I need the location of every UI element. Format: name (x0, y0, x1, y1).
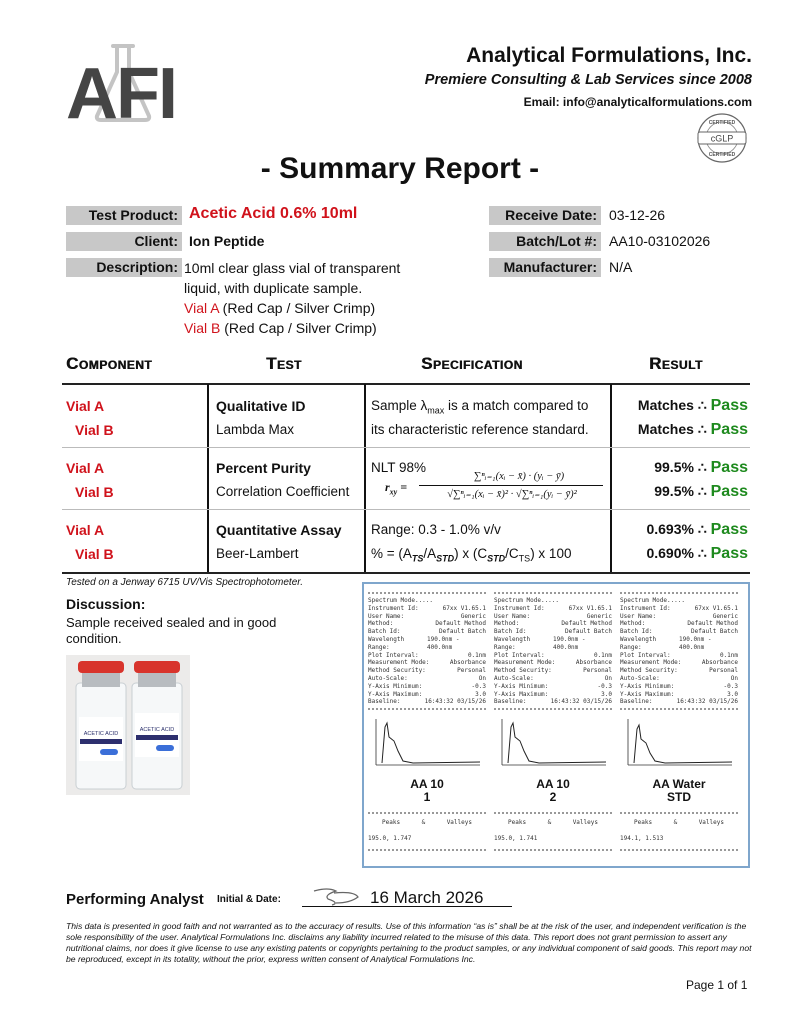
instrument-note: Tested on a Jenway 6715 UV/Vis Spectrophotometer. (66, 577, 303, 588)
svg-text:cGLP: cGLP (710, 133, 734, 144)
field-label: Baseline: (368, 698, 401, 706)
spectrum-field-row (620, 628, 738, 636)
spec-text: % = (A (371, 546, 412, 561)
peaks-header (494, 819, 612, 827)
test-product-label: Test Product: (66, 206, 182, 225)
subscript: TS (411, 553, 424, 564)
field-value: Absorbance (575, 659, 612, 667)
spectrum-field-row (494, 659, 612, 667)
manufacturer-value: N/A (609, 259, 633, 275)
field-value: On (478, 674, 486, 682)
spectra-printouts (362, 582, 750, 868)
subscript: TS (518, 553, 531, 564)
sample-name-line: AA Water (652, 776, 706, 791)
row2-spec-line1: NLT 98% (371, 460, 427, 475)
description-value (184, 258, 400, 338)
field-value: Absorbance (701, 659, 738, 667)
field-value: Default Method (687, 620, 738, 628)
vial-a-label: Vial A (184, 300, 219, 316)
initial-date-label: Initial & Date: (217, 894, 281, 905)
spectrum-field-row (494, 691, 612, 699)
amp: & (547, 818, 552, 826)
logo-text: AFI (66, 54, 176, 134)
spectrum-field-row (494, 667, 612, 675)
spec-text: /C (505, 546, 519, 561)
spectrum-field-row (620, 652, 738, 660)
field-value: Personal (583, 667, 612, 675)
spectrum-field-row (620, 691, 738, 699)
spectrum-field-row (368, 620, 486, 628)
field-value: 0.1nm (467, 651, 486, 659)
spectrum-field-row (368, 613, 486, 621)
pass-badge: Pass (710, 545, 748, 562)
row-divider (62, 509, 750, 510)
page-title: - Summary Report - (260, 152, 540, 185)
field-value: Default Method (561, 620, 612, 628)
batch-label: Batch/Lot #: (489, 232, 601, 251)
dotted-rule (368, 812, 486, 815)
field-label: Method Security: (494, 667, 552, 675)
row1-component-b: Vial B (75, 422, 114, 438)
field-label: Method Security: (620, 667, 678, 675)
row3-component-a: Vial A (66, 522, 105, 538)
absorbance-plot-2 (494, 713, 612, 775)
spectrum-field-row (620, 613, 738, 621)
field-value: 67xx V1.65.1 (442, 604, 486, 612)
dotted-rule (620, 812, 738, 815)
result-value: 99.5% ∴ (654, 483, 711, 499)
valleys-label: Valleys (698, 818, 724, 826)
vial-b-label: Vial B (184, 320, 221, 336)
pass-badge: Pass (710, 459, 748, 476)
column-header-result: Result (649, 354, 703, 373)
vial-b-desc: (Red Cap / Silver Crimp) (220, 320, 377, 336)
sample-name-line: 1 (423, 789, 431, 804)
row3-result-a (646, 521, 748, 539)
column-divider (364, 384, 366, 573)
spectrum-printout-2 (494, 590, 612, 854)
field-label: Baseline: (494, 698, 527, 706)
peak-value-1: 195.0, 1.747 (368, 834, 412, 842)
field-label: Spectrum Mode..... (368, 597, 434, 604)
field-value: 16:43:32 03/15/26 (424, 698, 486, 706)
field-value: 0.1nm (719, 651, 738, 659)
pass-badge: Pass (710, 397, 748, 414)
spectrum-field-row (494, 628, 612, 636)
spectrum-fields (368, 597, 486, 706)
table-top-rule (62, 383, 750, 385)
dotted-rule (620, 592, 738, 595)
dotted-rule (620, 708, 738, 711)
dotted-rule (494, 849, 612, 852)
spectrum-field-row (620, 683, 738, 691)
field-value: Default Batch (439, 628, 486, 636)
spec-text: ) x (C (454, 546, 488, 561)
spectrum-field-row (620, 659, 738, 667)
field-label: Baseline: (620, 698, 653, 706)
field-label: Instrument Id: (494, 604, 545, 612)
peak-value-2: 195.0, 1.741 (494, 834, 538, 842)
spectrum-field-row (368, 659, 486, 667)
row1-spec-line1 (371, 398, 588, 416)
field-value: 3.0 (475, 690, 486, 698)
svg-text:ACETIC ACID: ACETIC ACID (139, 727, 175, 733)
receive-date-value: 03-12-26 (609, 207, 666, 223)
spectrum-field-row (620, 636, 738, 652)
field-value: -0.3 (597, 682, 612, 690)
absorbance-plot-1 (368, 713, 486, 775)
field-value: Personal (709, 667, 738, 675)
row2-test: Percent Purity (216, 460, 311, 476)
field-value: Absorbance (449, 659, 486, 667)
spectrum-field-row (368, 691, 486, 699)
field-label: User Name: (620, 612, 657, 620)
pass-badge: Pass (710, 521, 748, 538)
vials-image (66, 655, 190, 795)
svg-text:ACETIC ACID: ACETIC ACID (83, 731, 119, 737)
peak-value-3: 194.1, 1.513 (620, 834, 664, 842)
vial-a-desc: (Red Cap / Silver Crimp) (218, 300, 376, 316)
field-label: Y-Axis Maximum: (620, 690, 675, 698)
subscript: STD (436, 553, 455, 564)
peaks-header (368, 819, 486, 827)
spec-text: Sample λ (371, 398, 428, 413)
field-value: On (730, 674, 738, 682)
field-value: On (604, 674, 612, 682)
field-value: 0.1nm (593, 651, 612, 659)
row3-result-b (646, 545, 748, 563)
row1-test: Qualitative ID (216, 398, 306, 414)
column-header-test: Test (266, 354, 302, 373)
spectrum-field-row (368, 667, 486, 675)
spectrum-printout-3 (620, 590, 738, 854)
spectrum-field-row (494, 613, 612, 621)
spectrum-field-row (620, 667, 738, 675)
spec-text: is a match compared to (444, 398, 589, 413)
field-label: Instrument Id: (368, 604, 419, 612)
company-tagline: Premiere Consulting & Lab Services since 2008 (424, 72, 752, 88)
spectrum-field-row (494, 683, 612, 691)
field-value: 67xx V1.65.1 (568, 604, 612, 612)
field-label: Wavelength Range: (620, 635, 657, 651)
formula-lhs: $r_{xy}$ = (385, 480, 408, 497)
spectrum-field-row (494, 605, 612, 613)
page-number: Page 1 of 1 (686, 978, 748, 992)
sample-name-line: AA 10 (410, 776, 444, 791)
valleys-label: Valleys (446, 818, 472, 826)
spectrum-field-row (368, 628, 486, 636)
spectrum-field-row (494, 597, 612, 605)
spectrum-fields (494, 597, 612, 706)
formula-r: r (385, 480, 390, 494)
fraction-bar (419, 485, 603, 486)
field-value: 16:43:32 03/15/26 (550, 698, 612, 706)
company-email: Email: info@analyticalformulations.com (523, 95, 752, 109)
row1-spec-line2: its characteristic reference standard. (371, 422, 589, 437)
formula-denominator: √∑ⁿᵢ₌₁(xᵢ − x̄)² · √∑ⁿᵢ₌₁(yᵢ − ȳ)² (447, 489, 577, 500)
manufacturer-label: Manufacturer: (489, 258, 601, 277)
spectrum-field-row (494, 636, 612, 652)
spectrum-field-row (368, 698, 486, 706)
legal-disclaimer: This data is presented in good faith and not warranted as to the accuracy of results. Use of this information “as is” shall be at the risk of the user, and independent verification is the sole responsibility of the user. Analytical Formulations Inc. disclaims any liability incurred related to the misuse of this data. This report does not grant permission to assert any nutritional claims, nor does it give license to use any existing patents or copyrights pertaining to the product samples, or any individual component of said goods. This report may not be reproduced, except in its totality, without the prior, express written consent of Analytical Formulations Inc. (66, 921, 752, 964)
row1-method: Lambda Max (216, 422, 295, 437)
spectrum-field-row (368, 683, 486, 691)
spectrum-field-row (368, 605, 486, 613)
field-label: Instrument Id: (620, 604, 671, 612)
svg-text:CERTIFIED: CERTIFIED (708, 120, 736, 126)
amp: & (421, 818, 426, 826)
field-value: Generic (712, 612, 738, 620)
field-value: Default Method (435, 620, 486, 628)
dotted-rule (368, 592, 486, 595)
dotted-rule (620, 849, 738, 852)
dotted-rule (494, 592, 612, 595)
peaks-header (620, 819, 738, 827)
description-line-1: 10ml clear glass vial of transparent (184, 260, 401, 276)
field-value: Default Batch (565, 628, 612, 636)
dotted-rule (494, 708, 612, 711)
sample-name-line: STD (667, 789, 691, 804)
field-label: Method Security: (368, 667, 426, 675)
field-value: 16:43:32 03/15/26 (676, 698, 738, 706)
field-label: Batch Id: (368, 628, 401, 636)
column-header-specification: Specification (421, 354, 523, 373)
spectrum-fields (620, 597, 738, 706)
analyst-initials-signature (310, 885, 362, 907)
peaks-label: Peaks (508, 818, 527, 826)
svg-text:CERTIFIED: CERTIFIED (708, 152, 736, 158)
row3-spec-line2 (371, 546, 571, 564)
sample-name-1 (368, 778, 486, 804)
performing-analyst-label: Performing Analyst (66, 891, 204, 908)
field-value: 3.0 (601, 690, 612, 698)
receive-date-label: Receive Date: (489, 206, 601, 225)
pass-badge: Pass (710, 483, 748, 500)
field-label: Y-Axis Maximum: (494, 690, 549, 698)
field-value: 190.0nm - 400.0nm (427, 635, 460, 651)
field-value: Generic (460, 612, 486, 620)
field-label: Plot Interval: (620, 651, 671, 659)
afi-logo (66, 40, 191, 134)
field-label: Wavelength Range: (368, 635, 405, 651)
field-value: -0.3 (723, 682, 738, 690)
result-value: 0.693% ∴ (646, 521, 711, 537)
valleys-label: Valleys (572, 818, 598, 826)
dotted-rule (368, 849, 486, 852)
dotted-rule (368, 708, 486, 711)
analyst-date: 16 March 2026 (370, 888, 484, 907)
description-label: Description: (66, 258, 182, 277)
spec-text: ) x 100 (530, 546, 572, 561)
field-value: 3.0 (727, 690, 738, 698)
column-header-component: Component (66, 354, 153, 373)
field-label: Measurement Mode: (368, 659, 430, 667)
result-value: Matches ∴ (637, 397, 711, 413)
field-label: Y-Axis Minimum: (368, 682, 423, 690)
client-label: Client: (66, 232, 182, 251)
row-divider (62, 447, 750, 448)
field-label: Y-Axis Minimum: (494, 682, 549, 690)
company-name: Analytical Formulations, Inc. (466, 44, 752, 67)
row2-result-b (654, 483, 748, 501)
spectrum-field-row (494, 652, 612, 660)
batch-value: AA10-03102026 (609, 233, 711, 249)
row3-spec-line1: Range: 0.3 - 1.0% v/v (371, 522, 501, 537)
dotted-rule (494, 812, 612, 815)
spectrum-field-row (494, 675, 612, 683)
sample-photo (66, 655, 190, 795)
row3-method: Beer-Lambert (216, 546, 299, 561)
absorbance-plot-3 (620, 713, 738, 775)
sample-name-line: AA 10 (536, 776, 570, 791)
spectrum-printout-1 (368, 590, 486, 854)
correlation-formula (385, 470, 607, 506)
row2-component-b: Vial B (75, 484, 114, 500)
field-label: Method: (620, 620, 646, 628)
subscript: STD (487, 553, 506, 564)
field-label: Batch Id: (620, 628, 653, 636)
row2-method: Correlation Coefficient (216, 484, 350, 499)
row1-result-a (638, 397, 748, 415)
description-vial-b (184, 318, 400, 338)
field-label: Y-Axis Minimum: (620, 682, 675, 690)
field-value: -0.3 (471, 682, 486, 690)
table-bottom-rule (62, 572, 750, 574)
field-label: User Name: (368, 612, 405, 620)
row2-result-a (654, 459, 748, 477)
spectrum-field-row (368, 675, 486, 683)
field-label: Plot Interval: (494, 651, 545, 659)
spectrum-field-row (368, 636, 486, 652)
spectrum-field-row (368, 597, 486, 605)
column-divider (610, 384, 612, 573)
peaks-label: Peaks (634, 818, 653, 826)
field-label: Spectrum Mode..... (620, 597, 686, 604)
result-value: 0.690% ∴ (646, 545, 711, 561)
row1-result-b (638, 421, 748, 439)
sample-name-3 (620, 778, 738, 804)
result-value: Matches ∴ (637, 421, 711, 437)
row3-component-b: Vial B (75, 546, 114, 562)
spectrum-field-row (620, 605, 738, 613)
result-value: 99.5% ∴ (654, 459, 711, 475)
field-label: Method: (494, 620, 520, 628)
spectrum-field-row (494, 620, 612, 628)
field-label: Method: (368, 620, 394, 628)
formula-numerator: ∑ⁿᵢ₌₁(xᵢ − x̄) · (yᵢ − ȳ) (473, 471, 565, 482)
description-line-2: liquid, with duplicate sample. (184, 280, 363, 296)
field-label: Auto-Scale: (620, 674, 660, 682)
amp: & (673, 818, 678, 826)
field-label: Wavelength Range: (494, 635, 531, 651)
field-value: Personal (457, 667, 486, 675)
field-label: Spectrum Mode..... (494, 597, 560, 604)
field-label: Auto-Scale: (494, 674, 534, 682)
field-value: 190.0nm - 400.0nm (679, 635, 712, 651)
field-label: Y-Axis Maximum: (368, 690, 423, 698)
discussion-text: Sample received sealed and in good condition. (66, 615, 277, 646)
field-label: Measurement Mode: (620, 659, 682, 667)
field-value: 190.0nm - 400.0nm (553, 635, 586, 651)
sample-name-line: 2 (549, 789, 557, 804)
spectrum-field-row (620, 698, 738, 706)
test-product-value: Acetic Acid 0.6% 10ml (189, 205, 358, 222)
peaks-label: Peaks (382, 818, 401, 826)
field-label: Batch Id: (494, 628, 527, 636)
spec-text: /A (423, 546, 437, 561)
field-label: Plot Interval: (368, 651, 419, 659)
discussion-title: Discussion: (66, 596, 146, 612)
row3-test: Quantitative Assay (216, 522, 342, 538)
field-label: Auto-Scale: (368, 674, 408, 682)
description-vial-a (184, 298, 400, 318)
column-divider (207, 384, 209, 573)
spectrum-field-row (494, 698, 612, 706)
row2-component-a: Vial A (66, 460, 105, 476)
spectrum-field-row (368, 652, 486, 660)
field-label: User Name: (494, 612, 531, 620)
formula-r-subscript: xy (389, 487, 398, 497)
field-value: Default Batch (691, 628, 738, 636)
field-value: 67xx V1.65.1 (694, 604, 738, 612)
spectrum-field-row (620, 620, 738, 628)
sample-name-2 (494, 778, 612, 804)
field-value: Generic (586, 612, 612, 620)
lambda-max-subscript: max (427, 405, 445, 416)
pass-badge: Pass (710, 421, 748, 438)
field-label: Measurement Mode: (494, 659, 556, 667)
spectrum-field-row (620, 675, 738, 683)
row1-component-a: Vial A (66, 398, 105, 414)
spectrum-field-row (620, 597, 738, 605)
client-value: Ion Peptide (189, 233, 265, 249)
